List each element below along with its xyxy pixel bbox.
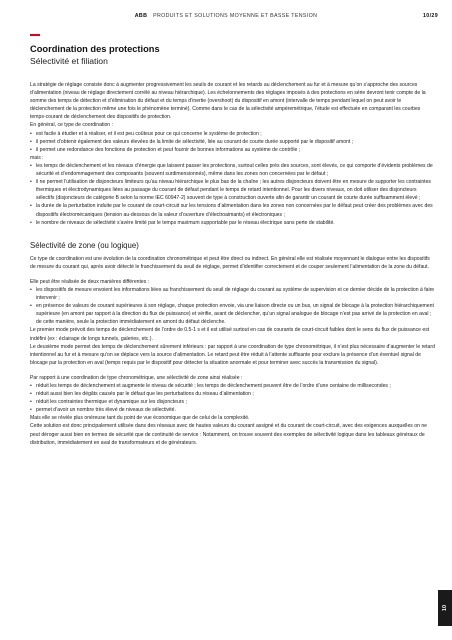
benefits-list <box>30 382 435 414</box>
drawbacks-list <box>30 162 435 227</box>
main-content <box>30 44 435 447</box>
running-header <box>0 13 452 19</box>
page-number: 10/29 <box>422 13 438 19</box>
list-item: • en présence de valeurs de courant supérieures à son réglage, chaque protection envoie, via une liaison directe ou un bus, un signal de blocage à la protection hiérarchiquement supérieure (en amont par rapport à la direction du flux de puissance) et vérifie, avant de déclencher, qu’un signal analogue de blocage n’est pas arrivé de la protection en aval ; de cette manière, seule la protection immédiatement en amont du défaut déclenche. <box>30 302 435 326</box>
section-paragraph-6: Mais elle se révèle plus onéreuse tant du point de vue économique que de celui de la complexité. <box>30 415 250 422</box>
list-item: • réduit les contraintes thermique et dynamique sur les disjoncteurs ; <box>30 398 435 406</box>
advantages-list <box>30 130 435 154</box>
list-item: • la durée de la perturbation induite par le courant de court-circuit sur les tensions d’alimentation dans les zones non concernées par le défaut peut créer des problèmes avec des dispositifs électromécaniques (tension au-dessous de la valeur d’ouverture d’électroaimants) et électroniques ; <box>30 202 435 218</box>
intro-paragraph-2: En général, ce type de coordination : <box>30 122 113 129</box>
section-paragraph-4: Le deuxième mode permet des temps de déclenchement sûrement inférieurs : par rapport à une coordination de type chronométrique, il n’est plus nécessaire d’augmenter le retard intentionnel au fur et à mesure qu’on se déplace vers la source d’alimentation. Le retard peut être réduit à l’attente suffisante pour exclure la présence d’un éventuel signal de blocage par la protection en aval (temps requis par le dispositif pour détecter la situation anormale et pour terminer avec succès la transmission du signal). <box>30 343 435 366</box>
list-item: • réduit les temps de déclenchement et augmente le niveau de sécurité ; les temps de déclenchement peuvent être de l’ordre d’une centaine de millisecondes ; <box>30 382 435 390</box>
list-item: • est facile à étudier et à réaliser, et il est peu coûteux pour ce qui concerne le système de protection ; <box>30 130 435 138</box>
list-item: • permet d’avoir un nombre très élevé de niveaux de sélectivité. <box>30 406 435 414</box>
modes-list <box>30 286 435 326</box>
section-paragraph-3: Le premier mode prévoit des temps de déclenchement de l’ordre de 0.5-1 s et il est utilisé surtout en cas de courants de court-circuit faibles dont le sens du flux de puissance est indéfini (ex : éclairage de longs tunnels, galeries, etc.). <box>30 327 430 342</box>
accent-bar <box>30 34 40 36</box>
page-subtitle: Sélectivité et filiation <box>30 56 108 66</box>
brand-logo: ABB <box>134 13 148 19</box>
list-item: • les temps de déclenchement et les niveaux d’énergie que laissent passer les protections, surtout celles près des sources, sont élevés, ce qui comporte d’évidents problèmes de sécurité et d’endommagement des composants (souvent surdimensionnés), même dans les zones non concernées par le défaut ; <box>30 162 435 178</box>
page-title: Coordination des protections <box>30 44 160 54</box>
section-heading: Sélectivité de zone (ou logique) <box>30 240 139 250</box>
list-item: • il permet une redondance des fonctions de protection et peut fournir de bonnes informations au système de contrôle ; <box>30 146 435 154</box>
section-paragraph-1: Ce type de coordination est une évolution de la coordination chronométrique et peut être direct ou indirect. En général elle est réalisée moyennant le dialogue entre les dispositifs de mesure du courant qui, après avoir détecté le franchissement du seuil de réglage, permet d’identifier correctement et de couper seulement l’alimentation de la zone du défaut. <box>30 255 430 270</box>
list-item: • les dispositifs de mesure envoient les informations liées au franchissement du seuil de réglage du courant au système de supervision et ce dernier décide de la protection à faire intervenir ; <box>30 286 435 302</box>
section-paragraph-2: Elle peut être réalisée de deux manières différentes : <box>30 278 150 285</box>
section-paragraph-7: Cette solution est donc principalement utilisée dans des réseaux avec de hautes valeurs du courant assigné et du courant de court-circuit, avec des exigences auxquelles on ne peut déroger aussi bien en termes de sécurité que de continuité de service : Notamment, on trouve souvent des exemples de sélectivité logique dans les tableaux généraux de distribution, immédiatement en aval de transformateurs et de générateurs. <box>30 423 427 446</box>
header-title: PRODUITS ET SOLUTIONS MOYENNE ET BASSE TENSION <box>153 13 318 19</box>
list-item: • réduit aussi bien les dégâts causés par le défaut que les perturbations du réseau d’alimentation ; <box>30 390 435 398</box>
chapter-tab-label: 10 <box>442 604 448 612</box>
list-item: • il ne permet l’utilisation de disjoncteurs limiteurs qu’au niveau hiérarchique le plus bas de la chaîne ; les autres disjoncteurs doivent être en mesure de supporter les contraintes thermiques et électrodynamiques liées au passage du courant de défaut pendant le temps de retard intentionnel. Pour les divers niveaux, on doit utiliser des disjoncteurs sélectifs (disjoncteurs de catégorie B selon la norme IEC 60947-2) souvent de type à construction ouverte afin de garantir un courant de courte durée suffisamment élevé ; <box>30 178 435 202</box>
list-item: • il permet d’obtenir également des valeurs élevées de la limite de sélectivité, liée au courant de courte durée supporté par le dispositif amont ; <box>30 138 435 146</box>
section-paragraph-5: Par rapport à une coordination de type chronométrique, une sélectivité de zone ainsi réalisée : <box>30 374 243 381</box>
intro-paragraph-1: La stratégie de réglage consiste donc à augmenter progressivement les seuils de courant et les retards au déclenchement au fur et à mesure qu’on s’approche des sources d’alimentation (niveau de réglage directement corrélé au niveau hiérarchique). Les échelonnements des réglages imposés à des protections en série devront tenir compte de la somme des temps de détection et d’élimination du défaut et du temps d’inertie (overshoot) du dispositif en amont (intervalle de temps pendant lequel on peut avoir le déclenchement de la protection même une fois le phénomène terminé). Comme dans le cas de la sélectivité ampèremétrique, l’étude est effectuée en comparant les courbes temps-courant de déclenchement des dispositifs de protection. <box>30 82 426 121</box>
intro-paragraph-3: mais : <box>30 154 44 161</box>
chapter-tab <box>438 590 452 626</box>
list-item: • le nombre de niveaux de sélectivité s’avère limité par le temps maximum supportable par le réseau électrique sans perte de stabilité. <box>30 219 435 227</box>
